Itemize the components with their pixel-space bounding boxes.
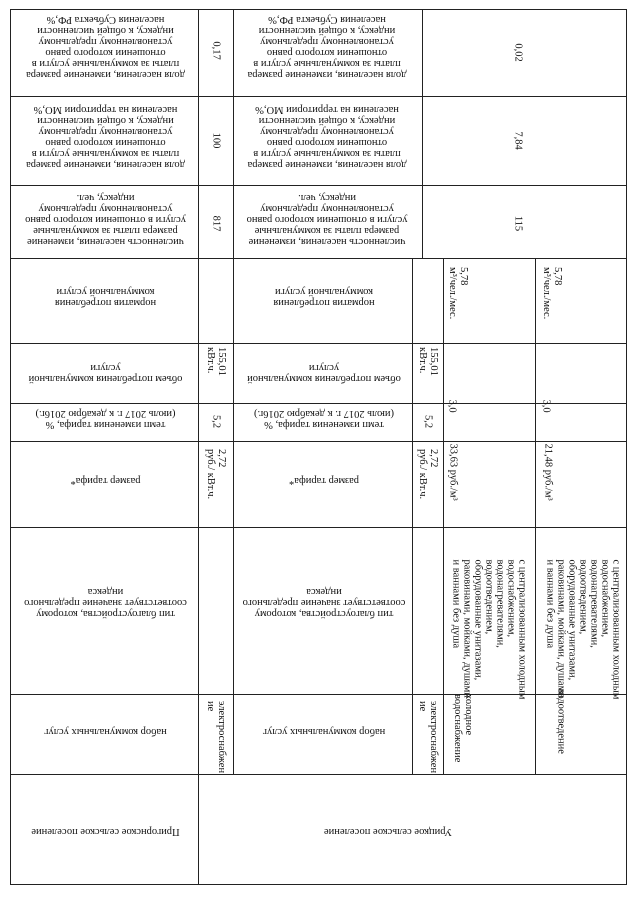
- right-header-tariff: размер тарифа*: [288, 475, 360, 486]
- left-service: электроснабжен ие: [205, 701, 227, 774]
- r1-tariff: 2,72 руб./ кВт.ч.: [417, 449, 439, 500]
- row-divider: [10, 774, 627, 775]
- r3-tariff-change: 3,0: [540, 399, 552, 413]
- r3-service: водоотведение: [555, 688, 567, 754]
- header-volume: объем потребления коммунальной услуги: [28, 362, 183, 384]
- r1-volume: 155,01 кВт.ч.: [417, 347, 439, 376]
- r2-tariff-change: 3,0: [446, 399, 458, 413]
- r2-service: холодное водоснабжение: [452, 694, 474, 763]
- r3-tariff: 21,48 руб./м³: [542, 443, 554, 501]
- left-population-count: 817: [210, 215, 222, 232]
- right-header-share-mo: доля населения, изменение размера платы за коммунальные услуги в отношении которого равно установленному предельному индексу, к общей численности населения на территории МО,%: [247, 104, 407, 170]
- left-volume: 155,01 кВт.ч.: [205, 347, 227, 376]
- right-header-services: набор коммунальных услуг: [262, 726, 386, 737]
- right-header-tariff-change: темп изменения тарифа, % (июль 2017 г. к декабрю 2016г.): [254, 408, 394, 430]
- col-divider: [412, 258, 413, 774]
- right-header-improvement: тип благоустройства, которому соответствует значение предельного индекса: [242, 586, 406, 619]
- right-population-count: 115: [512, 215, 524, 232]
- header-share-mo: доля населения, изменение размера платы за коммунальные услуги в отношении которого равно установленному предельному индексу, к общей численности населения на территории МО,%: [26, 104, 185, 170]
- header-norm: норматив потребления коммунальной услуги: [54, 286, 157, 308]
- r2-norm: 5,78 м³/чел./мес.: [447, 267, 469, 320]
- left-share-mo: 100: [210, 132, 222, 149]
- right-header-volume: объем потребления коммунальной услуги: [247, 362, 401, 384]
- col-divider: [198, 9, 199, 885]
- header-improvement: тип благоустройства, которому соответствует значение предельного индекса: [24, 586, 187, 619]
- right-share-subject: 0,02: [512, 43, 524, 62]
- right-header-population-count: численность населения, изменение размера платы за коммунальные услуги в отношении которого равно установленному предельному индексу, чел.: [246, 192, 408, 247]
- r2-tariff: 33,63 руб./м³: [447, 443, 459, 501]
- r2-improvement: с централизованным холодным водоснабжением, водонагревателями, водоотведением, оборудованные унитазами, раковинами, мойками, душами и ваннами без душа: [450, 559, 528, 700]
- col-divider: [233, 9, 234, 774]
- header-share-subject: доля населения, изменение размера платы за коммунальные услуги в отношении которого равно установленному предельному индексу, к общей численности населения Субъекта РФ,%: [26, 14, 185, 80]
- right-header-share-subject: доля населения, изменение размера платы за коммунальные услуги в отношении которого равно установленному предельному индексу, к общей численности населения Субъекта РФ,%: [247, 14, 407, 80]
- r1-service: электроснабжен ие: [417, 701, 439, 774]
- right-header-norm: норматив потребления коммунальной услуги: [273, 286, 375, 308]
- header-services: набор коммунальных услуг: [44, 726, 167, 737]
- left-tariff: 2,72 руб./ кВт.ч.: [205, 449, 227, 500]
- col-divider: [535, 258, 536, 774]
- r1-tariff-change: 5,2: [422, 414, 434, 429]
- left-share-subject: 0,17: [210, 41, 222, 60]
- r3-norm: 5,78 м³/чел./мес.: [541, 267, 563, 320]
- header-population-count: численность населения, изменение размера платы за коммунальные услуги в отношении которого равно установленному предельному индексу, чел.: [25, 192, 186, 247]
- col-divider: [422, 9, 423, 258]
- right-share-mo: 7,84: [512, 131, 524, 150]
- header-tariff-change: темп изменения тарифа, % (июль 2017 г. к декабрю 2016г.): [35, 408, 176, 430]
- row-divider: [10, 185, 627, 186]
- col-divider: [443, 258, 444, 774]
- settlement-left: Пригорнское сельское поселение: [31, 826, 180, 837]
- left-tariff-change: 5,2: [210, 414, 222, 429]
- settlement-right: Урицкое сельское поселение: [324, 826, 452, 837]
- header-tariff: размер тарифа*: [70, 475, 141, 486]
- row-divider: [10, 96, 627, 97]
- r3-improvement: с централизованным холодным водоснабжением, водонагревателями, водоотведением, оборудованные унитазами, раковинами, мойками, душами и ваннами без душа: [544, 559, 622, 700]
